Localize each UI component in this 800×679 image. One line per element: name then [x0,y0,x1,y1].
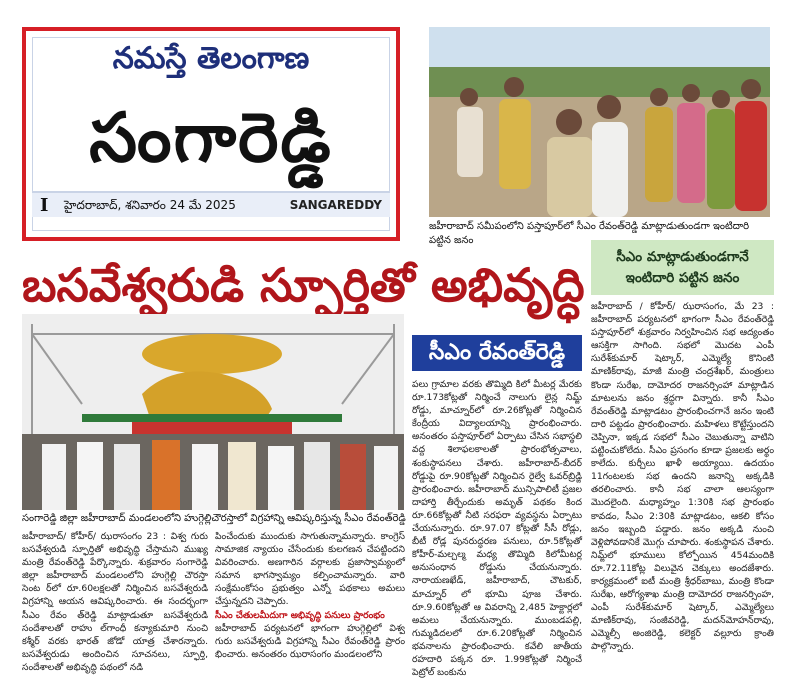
statue-photo-art [22,314,404,510]
dateline-bar [32,191,390,217]
top-photo-caption: జహీరాబాద్ సమీపంలోని పస్తాపూర్‌లో సీఎం రేవంత్‌రెడ్డి మాట్లాడుతుండగా ఇంటిదారి పట్టిన జనం [429,221,750,246]
side-story-title-box [591,240,774,295]
story-column-1: జహీరాబాద్/ కోహీర్/ ఝరాసంగం 23 : విశ్వ గురు బసవేశ్వరుడి స్ఫూర్తితో అభివృద్ధి చేస్తామని ముఖ్య మంత్రి రేవంత్‌రెడ్డి పేర్కొన్నారు. శుక్రవారం సంగారెడ్డి జిల్లా జహీరాబాద్ మండలంలోని హుగ్గెల్లి చౌరస్తా సెంట ర్‌లో రూ.60లక్షలతో నిర్మించిన బసవేశ్వరుడి విగ్రహాన్ని ఆయన ఆవిష్కరించారు. ఈ సందర్భంగా సీఎం రేవం త్‌రెడ్డి మాట్లాడుతూ బసవేశ్వరుడి సందేశాలతో రాహు ల్‌గాంధీ కన్యాకుమారి నుంచి కశ్మీర్ వరకు భారత్ జోడో యాత్ర చేశారన్నారు. బసవేశ్వరుడు అందించిన సూచనలు, స్ఫూర్తి, సందేశాలతో అభివృద్ధి పథంలో నడి [22,531,208,673]
main-headline: బసవేశ్వరుడి స్ఫూర్తితో అభివృద్ధి [22,258,585,312]
crowd-leaving-photo [429,27,770,217]
story-column-4: శంకుస్థాపన చేశారు. నిమ్జ్‌లో భూములు కోల్పోయిన 454మందికి రూ.72.11కోట్ల విలువైన చెక్కులు అందజేశారు. కార్యక్రమంలో ఐటీ మంత్రి శ్రీధర్‌బాబు, మంత్రి కొండా సురేఖ, ఆరోగ్యశాఖ మంత్రి దామోదర రాజనర్సింహ, ఎంపీ సురేశ్‌కుమార్ షెట్కార్, ఎమ్మెల్యేలు మాణిక్‌రావు, సంజీవరెడ్డి, మదన్‌మోహన్‌రావు, ఎమ్మెల్సీ అంజిరెడ్డి, కలెక్టర్ వల్లూరు క్రాంతి పాల్గొన్నారు. [591,536,774,653]
story-column-2-text: పించేందుకు ముందుకు సాగుతున్నామన్నారు. కాంగ్రెస్ సామాజిక న్యాయం చేసేందుకు కులగణన చేపట్టిందని వివరించారు. అణగారిన వర్గాలకు ప్రజాస్వామ్యంలో సమాన భాగస్వామ్యం కల్పించామన్నారు. వారి సంక్షేమంకోసం ప్రభుత్వం ఎన్నో పథకాలు అమలు చేస్తున్నదని చెప్పారు. [215,531,405,608]
story-column-3: పలు గ్రామాల వరకు తొమ్మిది కిలో మీటర్ల మేరకు రూ.173కోట్లతో నిర్మించే నాలుగు లైన్ల నిమ్జ్ రోడ్డు, మాచ్నూర్‌లో రూ.26కోట్లతో నిర్మించిన కేంద్రీయ విద్యాలయాన్ని ప్రారంభించారు. అనంతరం పస్తాపూర్‌లో ఏర్పాటు చేసిన సభాస్థలి వద్ద శిలాఫలకాలతో ప్రారంభోత్సవాలు, శంకుస్థాపనలు చేశారు. జహీరాబాద్-బీదర్ రోడ్డుపై రూ.90కోట్లతో నిర్మించిన రైల్వే ఓవర్‌బ్రిడ్జి ప్రారంభించారు. జహీరాబాద్ మున్సిపాలిటీ ప్రజల దాహార్తి తీర్చేందుకు అమృత్ పథకం కింద రూ.66కోట్లతో నీటి సరఫరా వ్యవస్థను ఏర్పాటు చేయనున్నారు. రూ.97.07 కోట్లతో సీసీ రోడ్లు, బీటీ రోడ్ల పునరుద్ధరణ పనులు, రూ.5కోట్లతో కోహీర్-మల్చల్మ మధ్య తొమ్మిది కిలోమీటర్ల అనుసంధాన రోడ్డును చేయనున్నారు. నారాయణఖేడ్, జహీరాబాద్, చౌటకుర్, మాచ్నూర్ లో భూమి పూజ చేశారు. రూ.9.60కోట్లతో ఆ వివరాన్ని 2,485 హెక్టార్లలో అమలు చేయనున్నారు. ముంబడపల్లి, గుమ్మడిదలలో రూ.6.20కోట్లతో నిర్మించిన భవనాలను ప్రారంభించారు. కవేలి జాతీయ రహదారి పక్కన రూ. 1.99కోట్లతో నిర్మించే పెట్రోల్ బంకును [412,379,582,679]
side-story-column [591,300,774,670]
crowd-photo-art [429,27,770,217]
story-subheading: సీఎం చేతులమీదుగా అభివృద్ధి పనులు ప్రారంభం [215,609,385,621]
masthead [22,27,400,241]
side-story-title-line-1: సీఎం మాట్లాడుతుండగానే [616,249,749,265]
story-column-2 [215,530,405,670]
side-story-title-line-2: ఇంటిదారి పట్టిన జనం [625,270,740,286]
side-story-body: జహీరాబాద్ / కోహీర్/ ఝరాసంగం, మే 23 : జహీరాబాద్ పర్యటనలో భాగంగా సీఎం రేవంత్‌రెడ్డి పస్తాపూర్‌లో శుక్రవారం నిర్వహించిన సభ ఆద్యంతం ఆసక్తిగా సాగింది. సభలో మొదట ఎంపీ సురేశ్‌కుమార్ షెట్కార్, ఎమ్మెల్యే కొనింటి మాణిక్‌రావు, మాజీ మంత్రి చంద్రశేఖర్, మంత్రులు కొండా సురేఖ, దామోదర రాజనర్సింహా మాట్లాడిన మాటలను జనం శ్రద్ధగా విన్నారు. కానీ సీఎం రేవంత్‌రెడ్డి మాట్లాడటం ప్రారంభించగానే జనం ఇంటి దారి పట్టడం ప్రారంభించారు. మహిళలు కొట్టేస్తుందని చెప్పినా, ఇక్కడ సభలో సీఎం చెబుతున్నా వాటిని పట్టించుకోలేదు. సీఎం ప్రసంగం కూడా ప్రజలకు అర్థం కాలేదు. కుర్చీలు ఖాళీ అయ్యాయి. ఉదయం 11గంటలకు సభ ఉందని జనాన్ని అక్కడికి తరలించారు. కానీ సభ చాలా ఆలస్యంగా మొదలైంది. మధ్యాహ్నం 1:30కి సభ ప్రారంభం కావడం, సీఎం 2:30కి మాట్లాడటం, ఆకలి కోసం జనం ఇబ్బంది పడ్డారు. జనం అక్కడి నుంచి వెళ్లిపోవడానికే మొగ్గు చూపారు. [591,301,774,548]
edition-mark: I [40,195,49,216]
statue-unveiling-photo [22,314,404,510]
dateline-text: హైదరాబాద్, శనివారం 24 మే 2025 [64,198,236,212]
edition-city-title: సంగారెడ్డి [89,99,333,178]
byline-box: సీఎం రేవంత్‌రెడ్డి [412,335,582,371]
story-column-2-continued: జహీరాబాద్ పర్యటనలో భాగంగా హుగ్గెల్లిలో విశ్వ గురు బసవేశ్వరుడి విగ్రహాన్ని సీఎం రేవంత్‌రెడ్డి ప్రారం భించారు. అనంతరం ఝరాసంగం మండలంలోని [215,622,405,660]
main-photo-caption: సంగారెడ్డి జిల్లా జహీరాబాద్ మండలంలోని హుగ్గెల్లిచౌరస్తాలో విగ్రహాన్ని ఆవిష్కరిస్తున్న సీఎం రేవంత్‌రెడ్డి [22,513,406,524]
edition-name: SANGAREDDY [289,198,382,212]
newspaper-brand: నమస్తే తెలంగాణ [112,41,310,76]
